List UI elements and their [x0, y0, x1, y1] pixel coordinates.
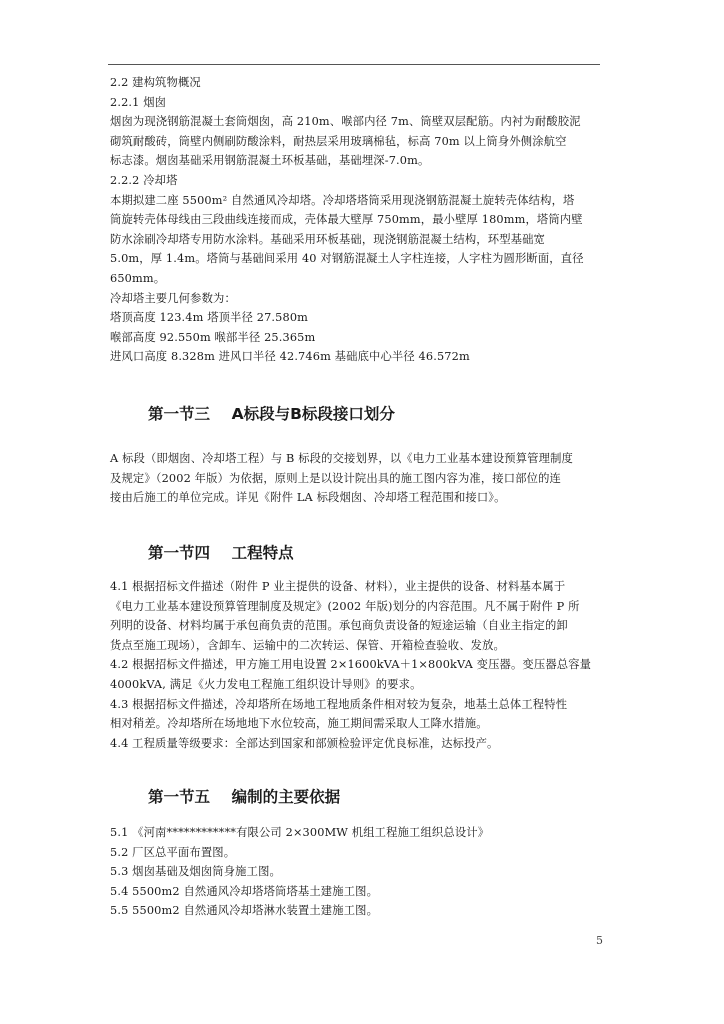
- text-line: 《电力工业基本建设预算管理制度及规定》(2002 年版)划分的内容范围。凡不属于附件 P 所: [110, 599, 580, 613]
- text-line: 喉部高度 92.550m 喉部半径 25.365m: [110, 330, 316, 344]
- text-line: 5.2 厂区总平面布置图。: [110, 845, 236, 859]
- text-line: 5.3 烟囱基础及烟囱筒身施工图。: [110, 865, 281, 879]
- text-line: 5.1 《河南************有限公司 2×300MW 机组工程施工组织总设计》: [110, 826, 490, 839]
- text-line: 货点至施工现场），含卸车、运输中的二次转运、保管、开箱检查验收、发放。: [110, 638, 505, 652]
- text-line: 防水涂刷冷却塔专用防水涂料。基础采用环板基础，现浇钢筋混凝土结构，环型基础宽: [110, 232, 545, 246]
- text-line: 筒旋转壳体母线由三段曲线连接而成，壳体最大壁厚 750mm，最小壁厚 180mm，塔筒内壁: [110, 213, 583, 227]
- text-line: 标志漆。烟囱基础采用钢筋混凝土环板基础，基础埋深-7.0m。: [110, 154, 430, 168]
- section-heading-5: 第一节五 编制的主要依据: [148, 788, 341, 806]
- text-line: 砌筑耐酸砖，筒壁内侧刷防酸涂料，耐热层采用玻璃棉毡，标高 70m 以上筒身外侧涂航空: [110, 134, 567, 148]
- section-3: [110, 449, 616, 508]
- text-line: 5.4 5500m2 自然通风冷却塔塔筒塔基土建施工图。: [110, 884, 379, 898]
- text-line: 及规定》（2002 年版）为依据，原则上是以设计院出具的施工图内容为准，接口部位的连: [110, 471, 561, 485]
- text-line: 4000kVA, 满足《火力发电工程施工组织设计导则》的要求。: [110, 677, 422, 691]
- text-line: 2.2 建构筑物概况: [110, 76, 201, 89]
- text-line: 接由后施工的单位完成。详见《附件 LA 标段烟囱、冷却塔工程范围和接口》。: [110, 491, 506, 505]
- text-line: 4.2 根据招标文件描述，甲方施工用电设置 2×1600kVA＋1×800kVA 变压器。变压器总容量: [110, 658, 592, 672]
- header-rule: [108, 64, 600, 65]
- section-heading-4: 第一节四 工程特点: [148, 544, 294, 562]
- section-heading-3: 第一节三 A标段与B标段接口划分: [148, 405, 395, 423]
- text-line: 5.0m，厚 1.4m。塔筒与基础间采用 40 对钢筋混凝土人字柱连接，人字柱为圆形断面，直径: [110, 252, 584, 266]
- section-4: [110, 577, 616, 753]
- page-number: 5: [596, 934, 603, 947]
- text-line: 4.3 根据招标文件描述，冷却塔所在场地工程地质条件相对较为复杂，地基土总体工程特性: [110, 697, 568, 711]
- text-line: A 标段（即烟囱、冷却塔工程）与 B 标段的交接划界，以《电力工业基本建设预算管理制度: [110, 452, 573, 465]
- text-line: 650mm。: [110, 271, 166, 285]
- text-line: 列明的设备、材料均属于承包商负责的范围。承包商负责设备的短途运输（自业主指定的卸: [110, 619, 568, 633]
- text-line: 5.5 5500m2 自然通风冷却塔淋水装置土建施工图。: [110, 904, 379, 918]
- section-2-2: [110, 73, 616, 367]
- text-line: 2.2.2 冷却塔: [110, 173, 178, 187]
- text-line: 4.4 工程质量等级要求：全部达到国家和部颁检验评定优良标准，达标投产。: [110, 736, 499, 750]
- text-line: 2.2.1 烟囱: [110, 95, 167, 109]
- text-line: 冷却塔主要几何参数为：: [110, 291, 236, 305]
- text-line: 烟囱为现浇钢筋混凝土套筒烟囱，高 210m、喉部内径 7m、筒壁双层配筋。内衬为耐酸胶泥: [110, 115, 581, 129]
- text-line: 本期拟建二座 5500m² 自然通风冷却塔。冷却塔塔筒采用现浇钢筋混凝土旋转壳体结构，塔: [110, 193, 575, 207]
- text-line: 相对稍差。冷却塔所在场地地下水位较高，施工期间需采取人工降水措施。: [110, 717, 488, 731]
- text-line: 进风口高度 8.328m 进风口半径 42.746m 基础底中心半径 46.572m: [110, 350, 470, 364]
- text-line: 塔顶高度 123.4m 塔顶半径 27.580m: [110, 311, 309, 325]
- section-5: [110, 823, 616, 921]
- text-line: 4.1 根据招标文件描述（附件 P 业主提供的设备、材料），业主提供的设备、材料基本属于: [110, 580, 566, 593]
